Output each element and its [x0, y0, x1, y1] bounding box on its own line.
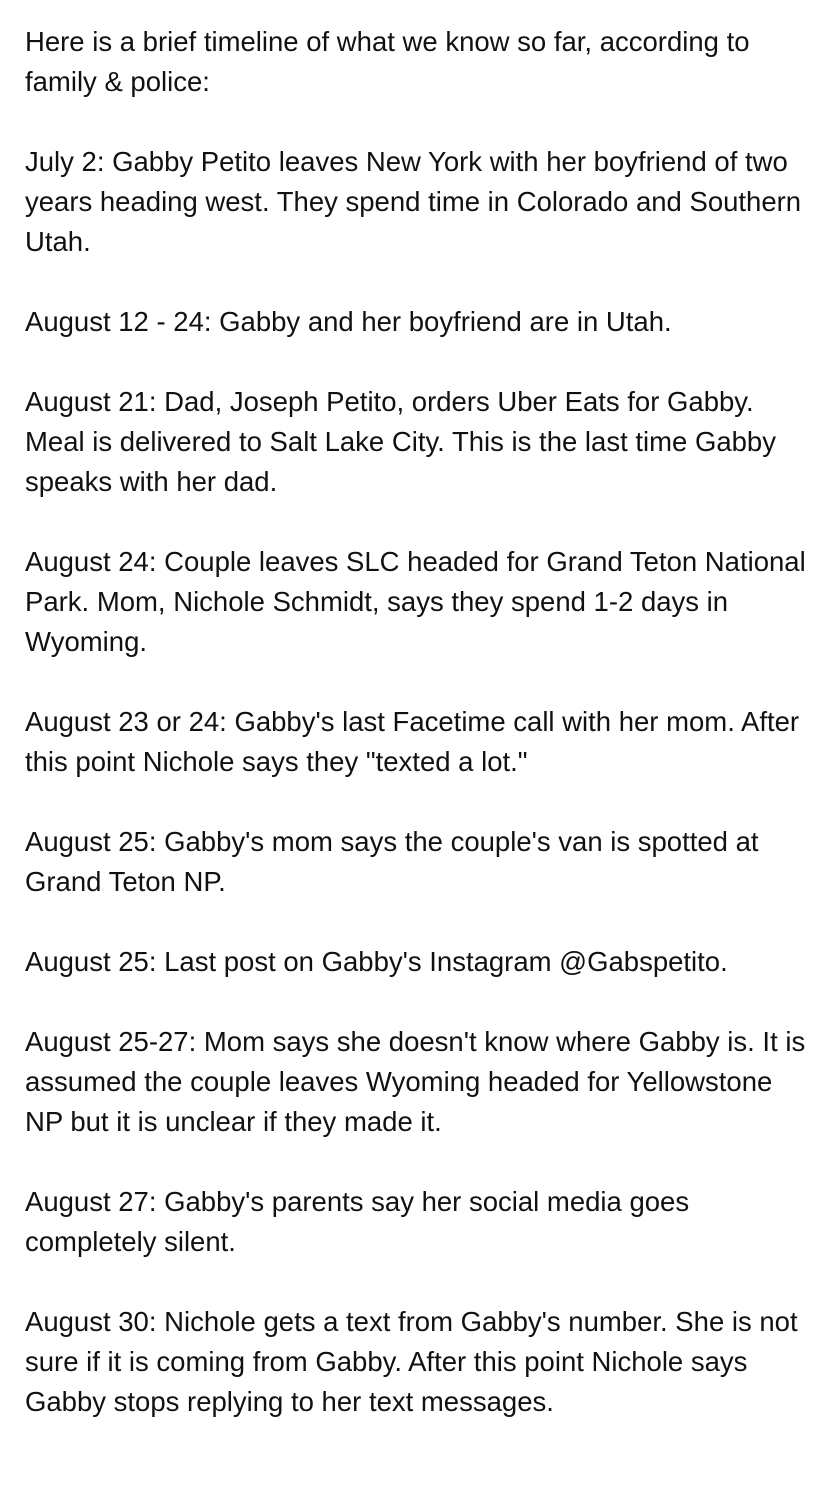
- timeline-entry-august-25-27: August 25-27: Mom says she doesn't know where Gabby is. It is assumed the couple leaves Wyoming headed for Yellowstone NP but it is unclear if they made it.: [25, 1026, 806, 1137]
- timeline-entry-august-24: August 24: Couple leaves SLC headed for Grand Teton National Park. Mom, Nichole Schmidt, says they spend 1-2 days in Wyoming.: [25, 546, 806, 657]
- timeline-entry-august-25-instagram: August 25: Last post on Gabby's Instagram @Gabspetito.: [25, 946, 728, 977]
- timeline-entry-july-2: July 2: Gabby Petito leaves New York with her boyfriend of two years heading west. They spend time in Colorado and Southern Utah.: [25, 146, 802, 257]
- intro-paragraph: Here is a brief timeline of what we know so far, according to family & police:: [25, 26, 750, 97]
- timeline-entry-august-12-24: August 12 - 24: Gabby and her boyfriend are in Utah.: [25, 306, 672, 337]
- timeline-entry-august-27: August 27: Gabby's parents say her social media goes completely silent.: [25, 1186, 690, 1257]
- timeline-entry-august-25-van: August 25: Gabby's mom says the couple's van is spotted at Grand Teton NP.: [25, 826, 759, 897]
- timeline-entry-august-23-or-24: August 23 or 24: Gabby's last Facetime call with her mom. After this point Nichole says they "texted a lot.": [25, 706, 800, 777]
- timeline-entry-august-30: August 30: Nichole gets a text from Gabby's number. She is not sure if it is coming from Gabby. After this point Nichole says Gabby stops replying to her text messages.: [25, 1306, 798, 1417]
- timeline-entry-august-21: August 21: Dad, Joseph Petito, orders Uber Eats for Gabby. Meal is delivered to Salt Lake City. This is the last time Gabby speaks with her dad.: [25, 386, 776, 497]
